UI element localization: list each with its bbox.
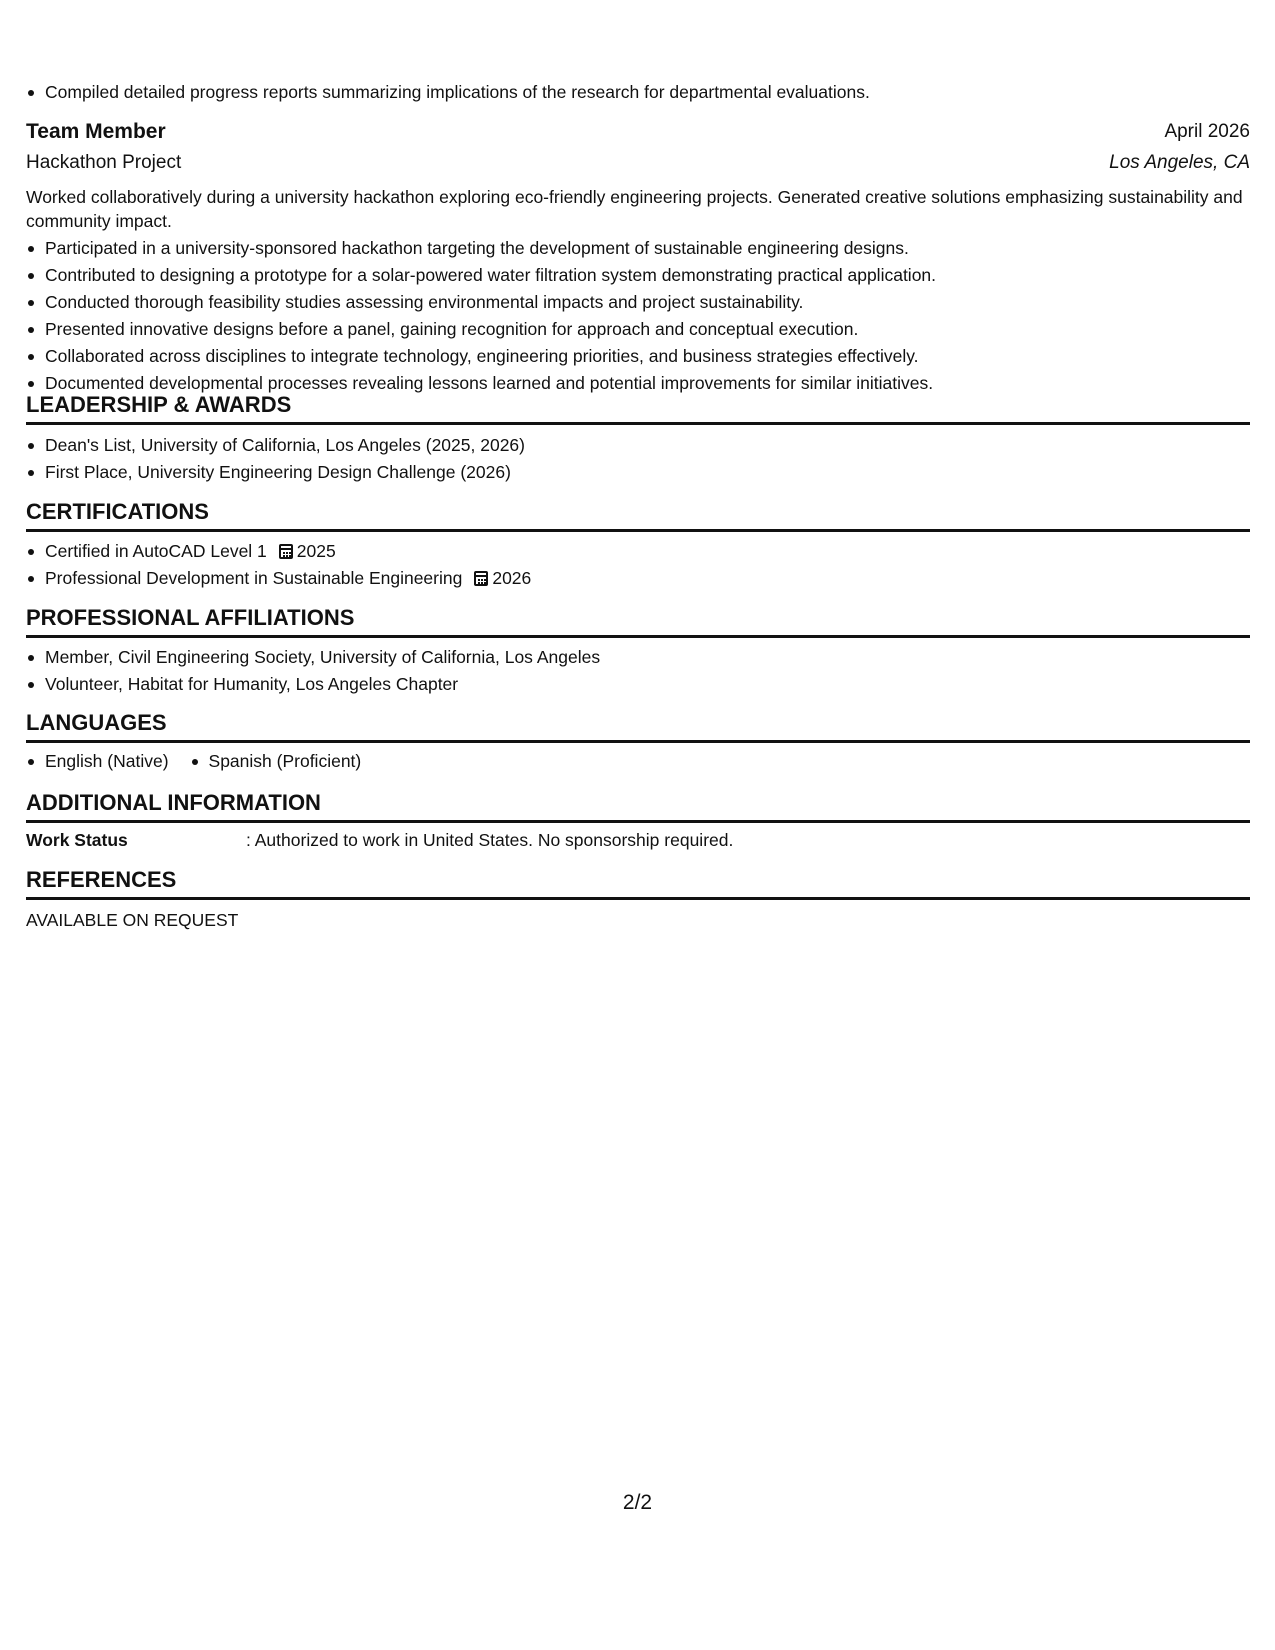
languages-row xyxy=(26,748,401,775)
list-item: English (Native) xyxy=(45,748,169,775)
affiliations-list xyxy=(26,644,600,698)
section-heading-additional: ADDITIONAL INFORMATION xyxy=(26,788,1250,823)
references-text: AVAILABLE ON REQUEST xyxy=(26,910,239,930)
list-item: Compiled detailed progress reports summarizing implications of the research for departmental evaluations. xyxy=(45,79,870,106)
page-number: 2/2 xyxy=(622,1491,653,1514)
list-item: Volunteer, Habitat for Humanity, Los Angeles Chapter xyxy=(45,671,600,698)
list-item: Documented developmental processes revealing lessons learned and potential improvements for similar initiatives. xyxy=(45,370,936,397)
list-item: Presented innovative designs before a panel, gaining recognition for approach and conceptual execution. xyxy=(45,316,936,343)
languages-list xyxy=(26,748,401,775)
work-status-row xyxy=(26,828,1250,852)
certification-year: 2025 xyxy=(296,541,336,561)
section-heading-languages: LANGUAGES xyxy=(26,708,1250,743)
list-item: Dean's List, University of California, Los Angeles (2025, 2026) xyxy=(45,432,525,459)
list-item xyxy=(45,538,531,565)
certification-name: Certified in AutoCAD Level 1 xyxy=(45,541,267,561)
list-item: Spanish (Proficient) xyxy=(209,748,362,775)
entry-subheader xyxy=(26,148,1250,178)
section-heading-affiliations: PROFESSIONAL AFFILIATIONS xyxy=(26,603,1250,638)
entry-organization: Hackathon Project xyxy=(26,152,182,173)
certifications-list xyxy=(26,538,531,592)
list-item: Conducted thorough feasibility studies assessing environmental impacts and project sustainability. xyxy=(45,289,936,316)
work-status-value: : Authorized to work in United States. No sponsorship required. xyxy=(246,830,734,850)
entry-bullets xyxy=(26,235,936,397)
work-status-label: Work Status xyxy=(26,830,128,850)
list-item: First Place, University Engineering Design Challenge (2026) xyxy=(45,459,525,486)
entry-title: Team Member xyxy=(26,120,166,143)
list-item xyxy=(45,565,531,592)
entry-date: April 2026 xyxy=(1164,121,1250,142)
previous-entry-bullets xyxy=(26,79,870,106)
list-item: Contributed to designing a prototype for a solar-powered water filtration system demonstrating practical application. xyxy=(45,262,936,289)
section-heading-certifications: CERTIFICATIONS xyxy=(26,497,1250,532)
certification-year: 2026 xyxy=(492,568,532,588)
section-heading-leadership: LEADERSHIP & AWARDS xyxy=(26,390,1250,425)
entry-description: Worked collaboratively during a university hackathon exploring eco-friendly engineering projects. Generated creative solutions emphasizing sustainability and community impact. xyxy=(26,187,1243,231)
list-item: Member, Civil Engineering Society, University of California, Los Angeles xyxy=(45,644,600,671)
leadership-list xyxy=(26,432,525,486)
list-item: Participated in a university-sponsored hackathon targeting the development of sustainable engineering designs. xyxy=(45,235,936,262)
certification-name: Professional Development in Sustainable Engineering xyxy=(45,568,463,588)
entry-location: Los Angeles, CA xyxy=(1109,152,1250,173)
list-item: Collaborated across disciplines to integrate technology, engineering priorities, and business strategies effectively. xyxy=(45,343,936,370)
calendar-icon xyxy=(474,571,488,586)
entry-header xyxy=(26,117,1250,147)
calendar-icon xyxy=(279,544,293,559)
section-heading-references: REFERENCES xyxy=(26,865,1250,900)
